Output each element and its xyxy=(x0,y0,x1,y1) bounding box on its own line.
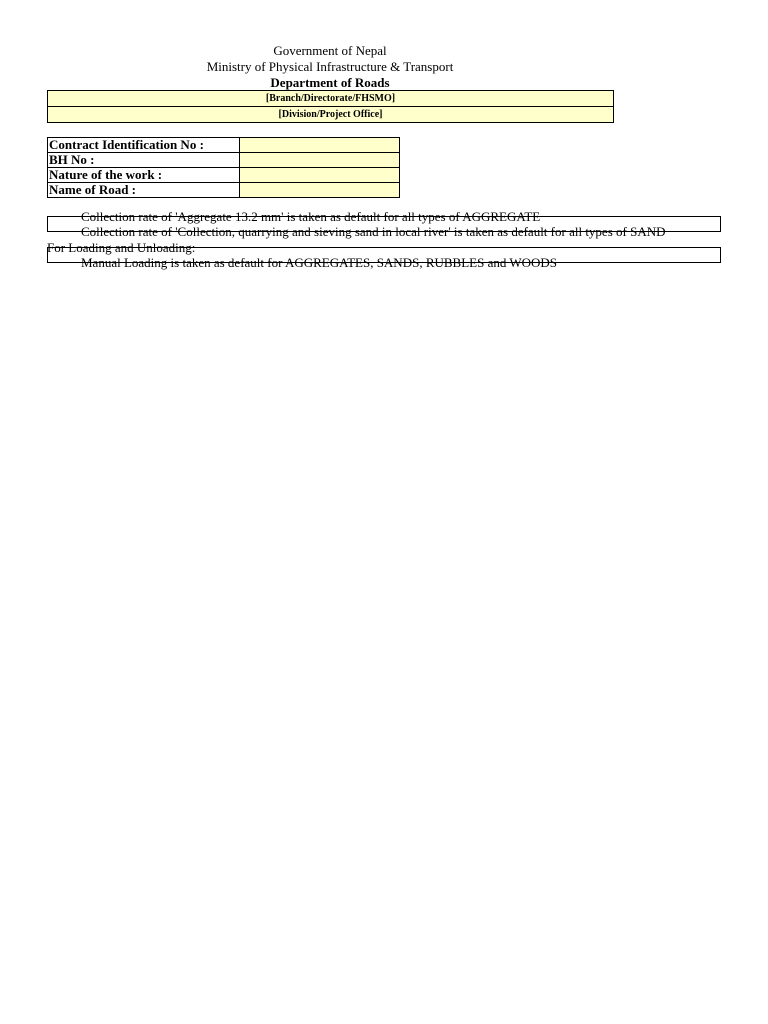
division-band: [Division/Project Office] xyxy=(47,106,614,123)
contract-id-input[interactable] xyxy=(240,138,400,153)
contract-info-table xyxy=(47,137,400,198)
department-title: Department of Roads xyxy=(270,75,390,90)
bh-no-row xyxy=(48,153,400,168)
nature-of-work-input[interactable] xyxy=(240,168,400,183)
bh-no-input[interactable] xyxy=(240,153,400,168)
loading-heading: For Loading and Unloading: xyxy=(47,240,196,255)
nature-of-work-row xyxy=(48,168,400,183)
bh-no-label: BH No : xyxy=(48,153,240,168)
road-name-label: Name of Road : xyxy=(48,183,240,198)
branch-band: [Branch/Directorate/FHSMO] xyxy=(47,90,614,107)
ministry-title: Ministry of Physical Infrastructure & Transport xyxy=(206,59,454,74)
nature-of-work-label: Nature of the work : xyxy=(48,168,240,183)
loading-default-note: Manual Loading is taken as default for AGGREGATES, SANDS, RUBBLES and WOODS xyxy=(81,255,558,270)
government-title: Government of Nepal xyxy=(273,43,387,58)
road-name-row xyxy=(48,183,400,198)
road-name-input[interactable] xyxy=(240,183,400,198)
aggregate-default-note: Collection rate of 'Aggregate 13.2 mm' is taken as default for all types of AGGREGATE xyxy=(81,209,541,224)
sand-default-note: Collection rate of 'Collection, quarrying and sieving sand in local river' is taken as default for all types of SAND xyxy=(81,224,666,239)
contract-id-row xyxy=(48,138,400,153)
contract-id-label: Contract Identification No : xyxy=(48,138,240,153)
